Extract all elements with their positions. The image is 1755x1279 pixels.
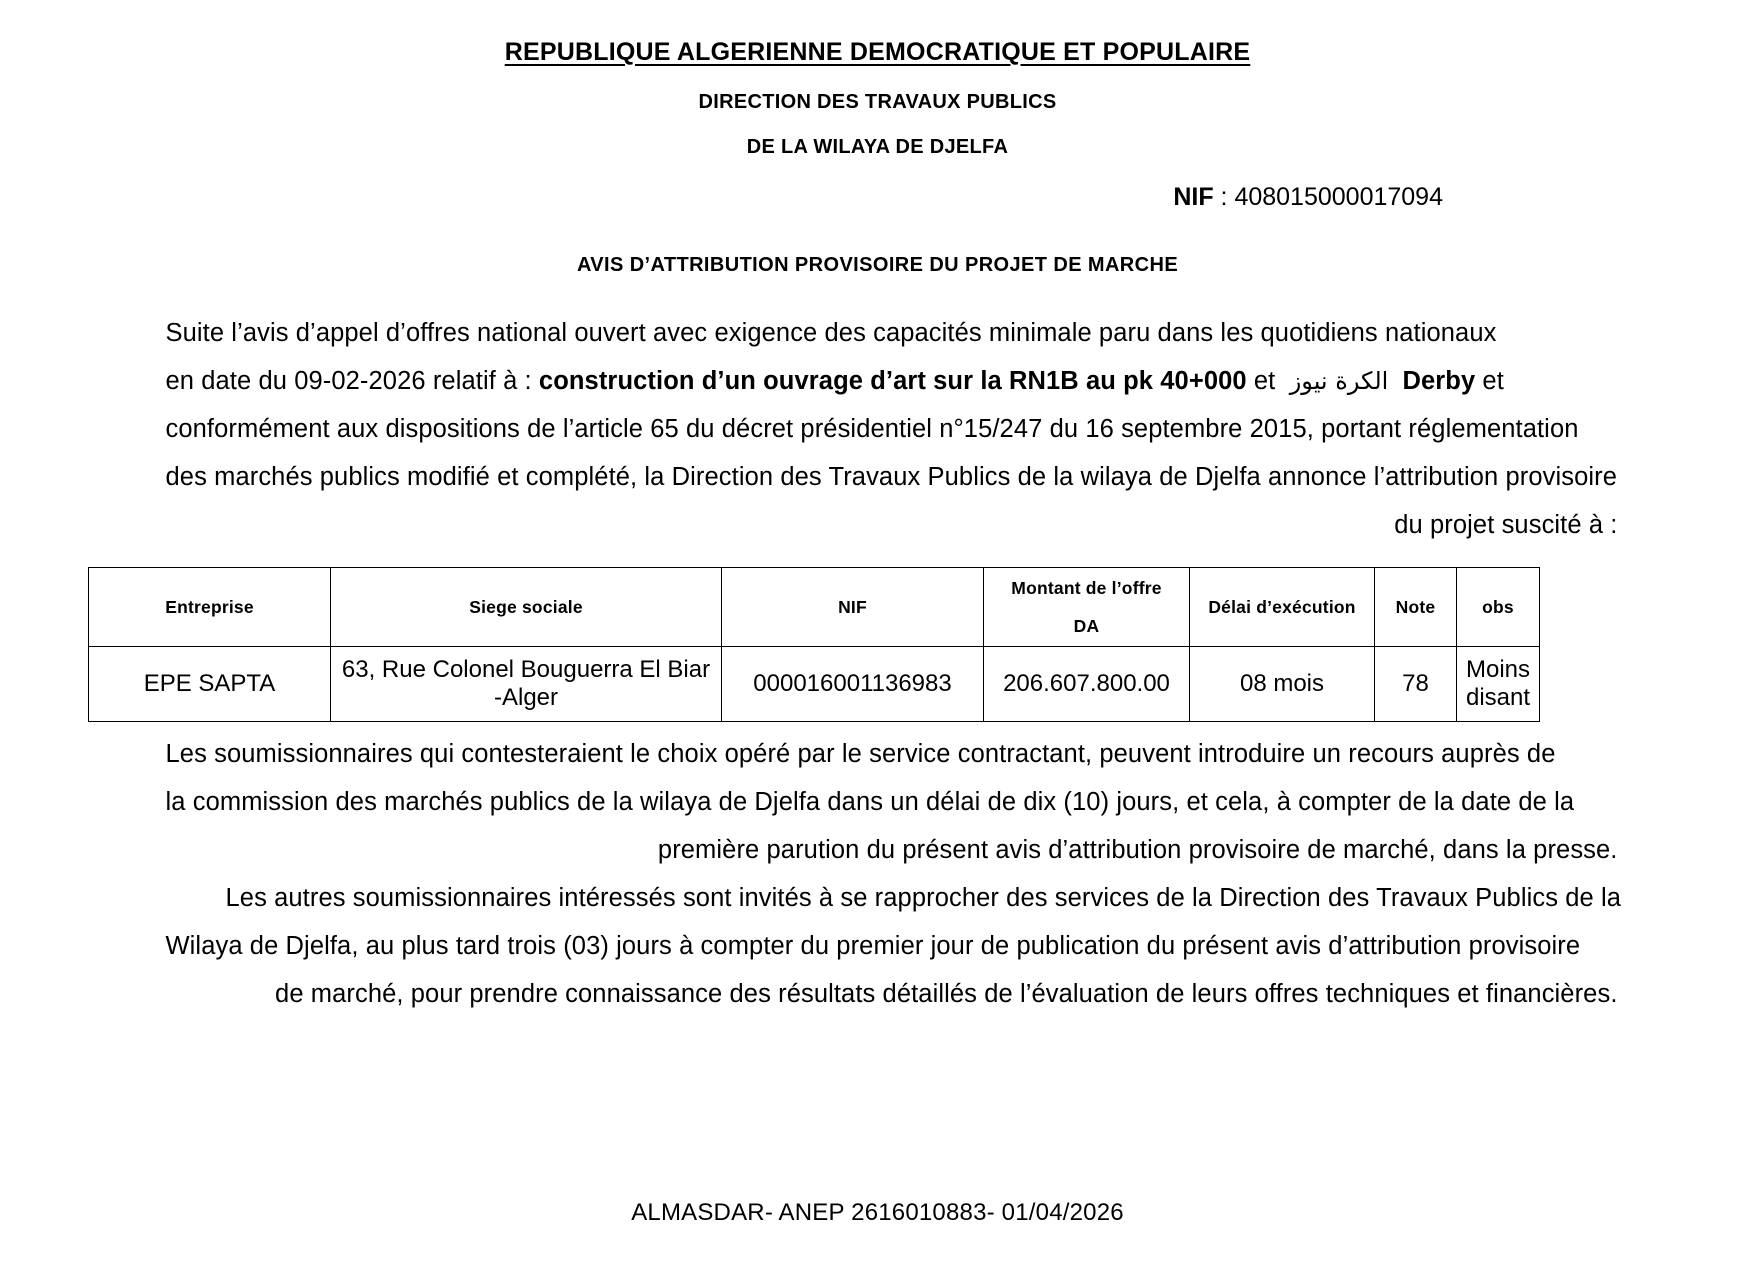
republic-heading: REPUBLIQUE ALGERIENNE DEMOCRATIQUE ET POPULAIRE (504, 38, 1251, 66)
column-header-obs: obs (1457, 568, 1540, 647)
nif-separator: : (1213, 183, 1235, 211)
cell-entreprise: EPE SAPTA (89, 647, 331, 722)
column-header-entreprise: Entreprise (89, 568, 331, 647)
project-designation: construction d’un ouvrage d’art sur la RN1B au pk 40+000 (538, 367, 1247, 395)
page-title (0, 38, 1755, 67)
recourse-line-5: Wilaya de Djelfa, au plus tard trois (03) jours à compter du premier jour de publication du présent avis d’attribution provisoire (165, 932, 1581, 960)
publication-name-derby: Derby (1402, 367, 1476, 395)
column-header-delai: Délai d’exécution (1190, 568, 1375, 647)
intro-line-5: du projet suscité à : (1394, 511, 1618, 539)
recourse-paragraphs (138, 730, 1622, 1018)
cell-obs (1457, 647, 1540, 722)
table-row (89, 647, 1540, 722)
document-page (0, 38, 1755, 1279)
nif-line (0, 183, 1755, 212)
intro-paragraph (138, 309, 1618, 549)
intro-line-2-mid: et (1246, 367, 1276, 395)
recourse-line-2: la commission des marchés publics de la wilaya de Djelfa dans un délai de dix (10) jours, et cela, à compter de la date de la (165, 788, 1575, 816)
cell-note: 78 (1375, 647, 1457, 722)
cell-siege-line2: -Alger (493, 684, 559, 711)
nif-label: NIF (1173, 183, 1214, 211)
intro-line-4: des marchés publics modifié et complété, la Direction des Travaux Publics de la wilaya de Djelfa annonce l’attribution provisoire (165, 463, 1618, 491)
arabic-publication-name: الكرة نيوز (1289, 367, 1389, 395)
cell-nif: 000016001136983 (722, 647, 984, 722)
footer-reference: ALMASDAR- ANEP 2616010883- 01/04/2026 (631, 1199, 1124, 1226)
column-header-montant-line1: Montant de l’offre (1011, 578, 1162, 598)
cell-obs-line1: Moins (1465, 656, 1531, 683)
cell-obs-line2: disant (1465, 684, 1531, 711)
recourse-line-3: première parution du présent avis d’attribution provisoire de marché, dans la presse. (657, 836, 1618, 864)
direction-heading-line1: DIRECTION DES TRAVAUX PUBLICS (698, 91, 1057, 113)
table-header-row (89, 568, 1540, 647)
nif-value: 408015000017094 (1234, 183, 1443, 211)
column-header-montant-line2: DA (1073, 616, 1100, 636)
cell-siege-line1: 63, Rue Colonel Bouguerra El Biar (341, 656, 711, 683)
intro-line-1: Suite l’avis d’appel d’offres national ouvert avec exigence des capacités minimale paru dans les quotidiens nationaux (165, 319, 1497, 347)
recourse-line-6: de marché, pour prendre connaissance des résultats détaillés de l’évaluation de leurs offres techniques et financières. (275, 980, 1618, 1008)
attribution-table (88, 567, 1540, 722)
table-body (89, 647, 1540, 722)
intro-line-3: conformément aux dispositions de l’article 65 du décret présidentiel n°15/247 du 16 septembre 2015, portant réglementation (165, 415, 1579, 443)
intro-line-2 (166, 357, 1618, 405)
notice-title: AVIS D’ATTRIBUTION PROVISOIRE DU PROJET DE MARCHE (576, 254, 1179, 276)
table-header (89, 568, 1540, 647)
direction-heading-line2: DE LA WILAYA DE DJELFA (746, 136, 1009, 158)
column-header-siege-sociale: Siege sociale (331, 568, 722, 647)
intro-line-2-end: et (1475, 367, 1504, 395)
column-header-montant (984, 568, 1190, 647)
recourse-line-1: Les soumissionnaires qui contesteraient le choix opéré par le service contractant, peuvent introduire un recours auprès de (165, 740, 1556, 768)
column-header-nif: NIF (722, 568, 984, 647)
recourse-line-4: Les autres soumissionnaires intéressés sont invités à se rapprocher des services de la Direction des Travaux Publics de la (225, 884, 1622, 912)
cell-montant: 206.607.800.00 (984, 647, 1190, 722)
cell-delai: 08 mois (1190, 647, 1375, 722)
cell-siege-sociale (331, 647, 722, 722)
intro-line-2-prefix: en date du 09-02-2026 relatif à : (165, 367, 539, 395)
column-header-note: Note (1375, 568, 1457, 647)
